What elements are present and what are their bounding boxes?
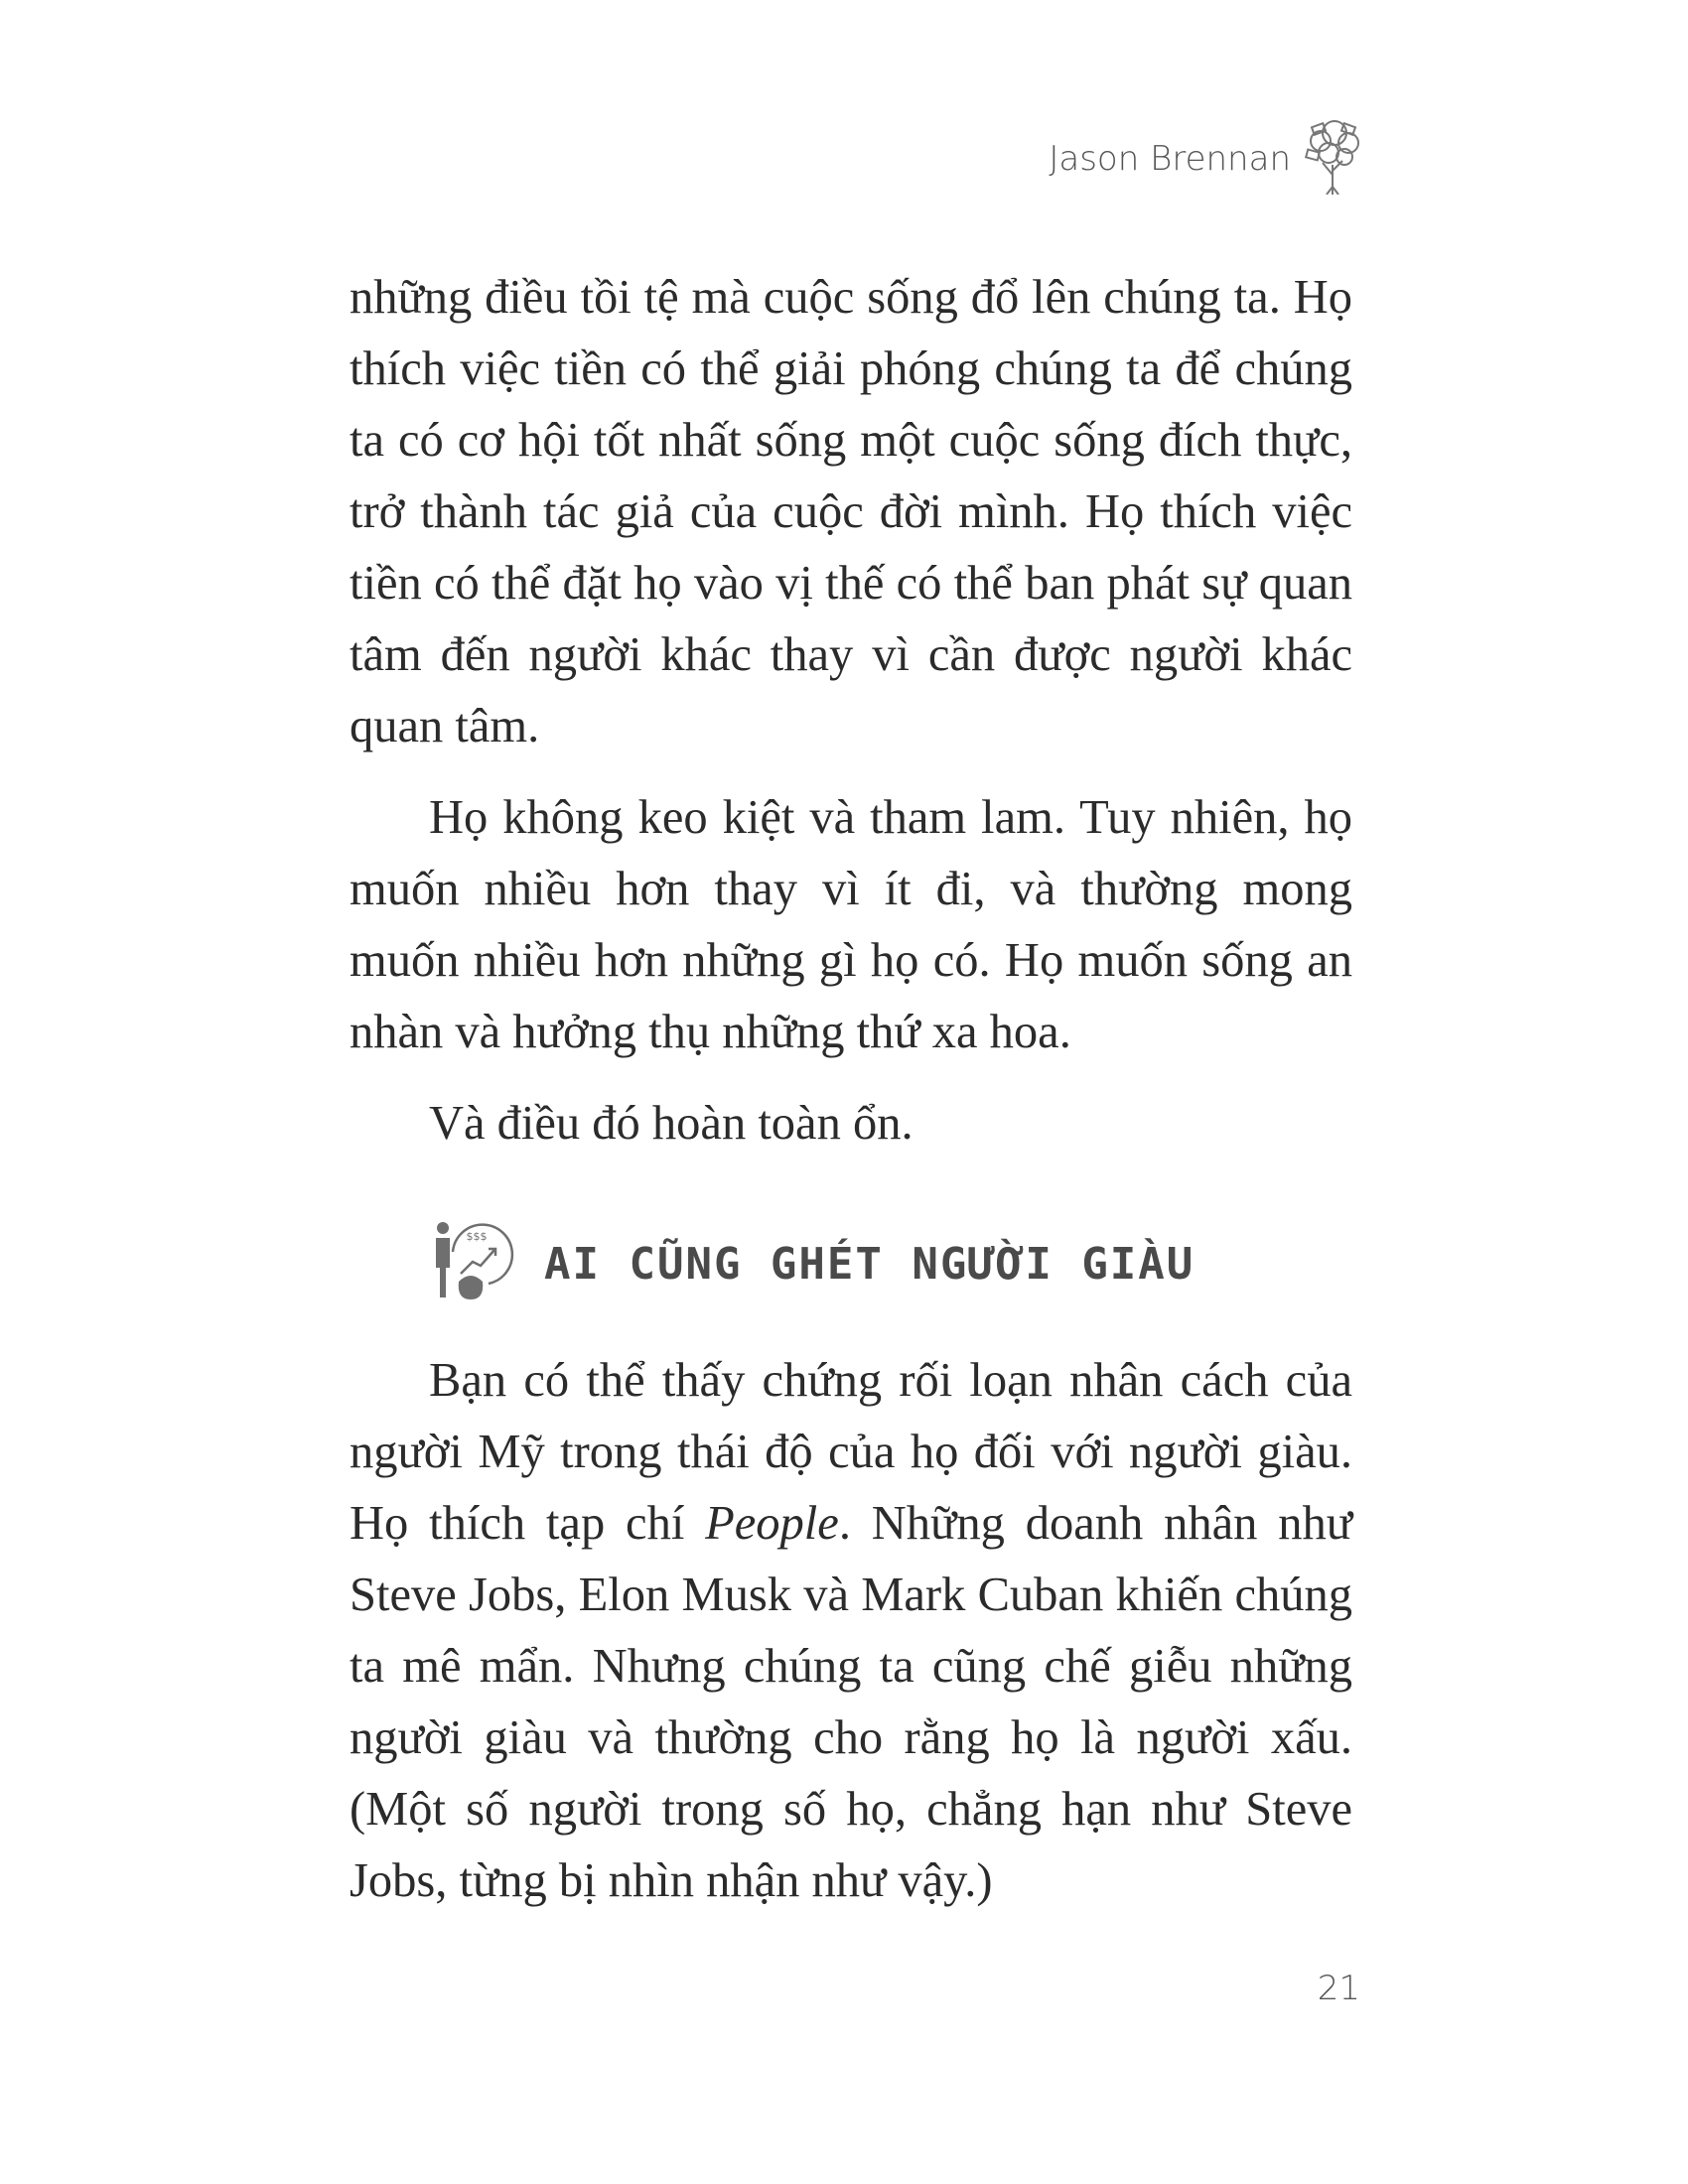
- tree-money-icon: [1301, 117, 1364, 195]
- body-text-bottom: [350, 1345, 1352, 1917]
- paragraph: [350, 1345, 1352, 1917]
- paragraph: Họ không keo kiệt và tham lam. Tuy nhiên, họ muốn nhiều hơn thay vì ít đi, và thường mong muốn nhiều hơn những gì họ có. Họ muốn sống an nhàn và hưởng thụ những thứ xa hoa.: [350, 791, 1352, 1058]
- magazine-title: People: [705, 1497, 839, 1550]
- body-text-top: [350, 262, 1352, 1160]
- paragraph-continued: những điều tồi tệ mà cuộc sống đổ lên chúng ta. Họ thích việc tiền có thể giải phóng chúng ta để chúng ta có cơ hội tốt nhất sống một cuộc sống đích thực, trở thành tác giả của cuộc đời mình. Họ thích việc tiền có thể đặt họ vào vị thế có thể ban phát sự quan tâm đến người khác thay vì cần được người khác quan tâm.: [350, 271, 1352, 752]
- dollar-signs: $$$: [466, 1230, 488, 1243]
- paragraph-text-end: . Những doanh nhân như Steve Jobs, Elon Musk và Mark Cuban khiến chúng ta mê mẩn. Nhưng chúng ta cũng chế giễu những người giàu và thường cho rằng họ là người xấu. (Một số người trong số họ, chẳng hạn như Steve Jobs, từng bị nhìn nhận như vậy.): [350, 1497, 1352, 1907]
- paragraph-text-start: Bạn có thể thấy chứng rối loạn nhân cách của người Mỹ trong thái độ của họ đối với người giàu. Họ thích tạp chí: [350, 1354, 1352, 1550]
- section-heading: AI CŨNG GHÉT NGƯỜI GIÀU: [544, 1239, 1196, 1290]
- page-number: 21: [1317, 1969, 1360, 2008]
- running-header-author: Jason Brennan: [1049, 139, 1291, 179]
- paragraph: Và điều đó hoàn toàn ổn.: [429, 1097, 914, 1150]
- rich-person-icon: [429, 1216, 514, 1301]
